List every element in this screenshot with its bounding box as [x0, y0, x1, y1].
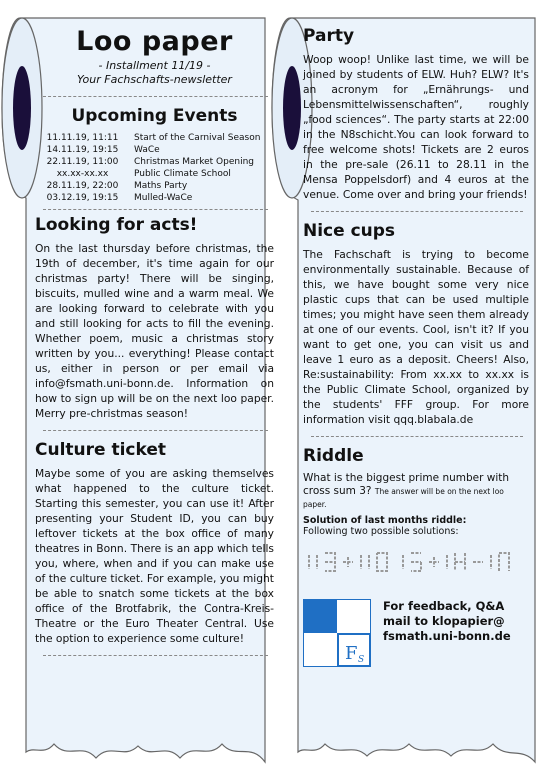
event-name: Public Climate School: [134, 169, 231, 179]
divider: [311, 211, 523, 212]
event-date: xx.xx-xx.xx: [56, 169, 109, 179]
logo-sub: S: [358, 655, 365, 665]
fachschaft-logo: [303, 599, 371, 667]
event-row: [35, 168, 274, 180]
event-date: 14.11.19, 19:15: [46, 145, 119, 155]
riddle-question-text: What is the biggest prime number with cross sum 3?: [303, 472, 510, 497]
divider: [43, 96, 268, 97]
events-heading: Upcoming Events: [71, 106, 238, 126]
cups-text: The Fachschaft is trying to become environmentally sustainable. Because of this, we have bought some very nice plastic cups that can be used multiple times; you might have seen them already at one of our events. Cool, isn't it? If you want to get one, you can visit us and leave 1 euro as a deposit. Cheers! Also, Re:sustainability: From xx.xx to xx.xx is the Public Climate School, organized by the students' FFF group. For more information visit qqq.blabala.de: [303, 248, 529, 426]
feedback-box: [303, 599, 529, 667]
party-heading: Party: [303, 26, 355, 46]
acts-heading: Looking for acts!: [35, 215, 198, 235]
roll-hole-left-icon: [13, 66, 31, 150]
right-column: [303, 18, 529, 667]
newsletter-subtitle: Your Fachschafts-newsletter: [77, 73, 232, 86]
event-name: Mulled-WaCe: [134, 193, 193, 203]
feedback-line: For feedback, Q&A: [383, 599, 505, 613]
left-column: [35, 16, 274, 665]
logo-letter: F: [345, 643, 358, 664]
divider: [43, 209, 268, 210]
riddle-heading: Riddle: [303, 446, 364, 466]
feedback-line: mail to klopapier@: [383, 614, 505, 628]
event-date: 28.11.19, 22:00: [46, 181, 119, 191]
event-row: [35, 144, 274, 156]
acts-text: On the last thursday before christmas, the 19th of december, it's time again for our christmas party! There will be singing, biscuits, mulled wine and a warm meal. We are looking forward to celebrate with you and still looking for acts to fill the evening. Whether poem, music a christmas story written by you... everything! Please contact us, either in person or per email via info@fsmath.uni-bonn.de. Information on how to sign up will be on the next loo paper. Merry pre-christmas season!: [35, 242, 274, 420]
newsletter-title: Loo paper: [76, 26, 233, 57]
culture-text: Maybe some of you are asking themselves what happened to the culture ticket. Starting this semester, you can use it! After presenting your Student ID, you can buy leftover tickets at the box office of many theatres in Bonn. There is an app which tells you, where, when and if you can make use of the culture ticket. For example, you might be able to snatch some tickets at the box office of the Brotfabrik, the Contra-Kreis-Theatre or the Euro Theater Central. Use the option to experience some culture!: [35, 467, 274, 645]
event-name: Maths Party: [134, 181, 188, 191]
cups-heading: Nice cups: [303, 221, 396, 241]
divider: [311, 436, 523, 437]
event-row: [35, 180, 274, 192]
divider: [43, 430, 268, 431]
event-date: 03.12.19, 19:15: [46, 193, 119, 203]
installment-subtitle: - Installment 11/19 -: [98, 59, 211, 72]
feedback-email-link[interactable]: fsmath.uni-bonn.de: [383, 629, 511, 643]
matchstick-solution-icon: [303, 547, 513, 577]
solution-label: Solution of last months riddle:: [303, 515, 467, 526]
events-list: [35, 132, 274, 204]
event-name: Start of the Carnival Season: [134, 133, 261, 143]
feedback-text: [371, 599, 511, 644]
event-row: [35, 132, 274, 144]
culture-heading: Culture ticket: [35, 440, 167, 460]
event-row: [35, 192, 274, 204]
solution-text: Following two possible solutions:: [303, 526, 459, 537]
event-name: WaCe: [134, 145, 160, 155]
event-row: [35, 156, 274, 168]
divider: [43, 655, 268, 656]
riddle-note: The answer will be on the next loo paper.: [303, 487, 504, 509]
riddle-question: [303, 472, 529, 511]
event-date: 11.11.19, 11:11: [46, 133, 119, 143]
event-name: Christmas Market Opening: [134, 157, 254, 167]
roll-hole-right-icon: [283, 66, 301, 150]
party-text: Woop woop! Unlike last time, we will be joined by students of ELW. Huh? ELW? It's an acronym for „Ernährungs- und Lebensmittelwissenschaften“, roughly „food sciences“. The party starts at 22:00 in the N8schicht.You can look forward to free welcome shots! Tickets are 2 euros in the pre-sale (26.11 to 28.11 in the Mensa Poppelsdorf) and 4 euros at the venue. Come over and bring your friends!: [303, 53, 529, 201]
event-date: 22.11.19, 11:00: [46, 157, 119, 167]
